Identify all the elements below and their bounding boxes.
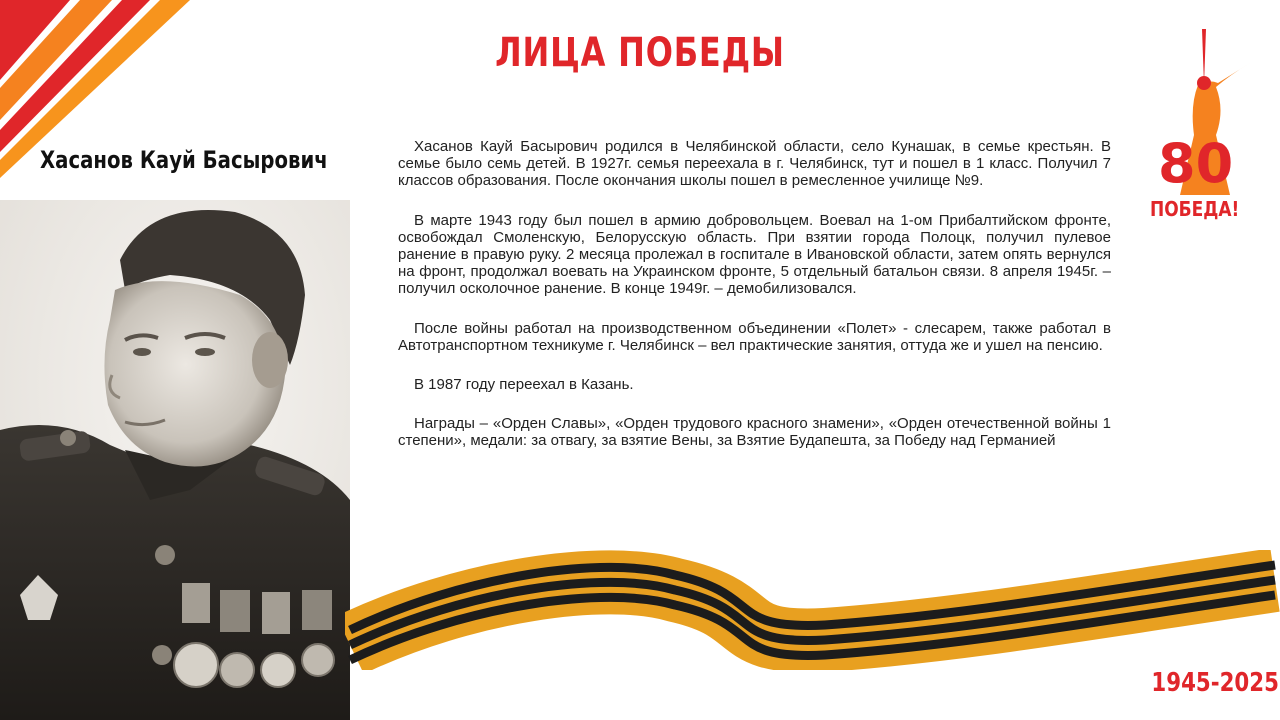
st-george-ribbon-decoration — [345, 550, 1280, 670]
years-label: 1945-2025 — [1151, 668, 1279, 698]
bio-paragraph: Хасанов Кауй Басырович родился в Челябинской области, село Кунашак, в семье крестьян. В семье было семь детей. В 1927г. семья переехала в г. Челябинск, тут и пошел в 1 класс. Получил 7 классов образования. После окончания школы пошел в ремесленное училище №9. — [398, 138, 1111, 190]
bio-paragraph: В марте 1943 году был пошел в армию добровольцем. Воевал на 1-ом Прибалтийском фронте, освобождал Смоленскую, Белорусскую область. При взятии города Полоцк, получил пулевое ранение в правую руку. 2 месяца пролежал в госпитале в Ивановской области, затем опять вернулся на фронт, продолжал воевать на Украинском фронте, 5 отдельный батальон связи. 8 апреля 1945г. – получил осколочное ранение. В конце 1949г. – демобилизовался. — [398, 211, 1111, 298]
emblem-label: ПОБЕДА! — [1150, 197, 1240, 221]
bio-paragraph: После войны работал на производственном объединении «Полет» - слесарем, также работал в Автотранспортном техникуме г. Челябинск – вел практические занятия, оттуда же и ушел на пенсию. — [398, 319, 1111, 354]
page-title: ЛИЦА ПОБЕДЫ — [495, 30, 785, 76]
bio-paragraph: В 1987 году переехал в Казань. — [414, 376, 634, 394]
person-name: Хасанов Кауй Басырович — [40, 146, 328, 174]
motherland-statue-icon — [1150, 25, 1260, 225]
victory-80-emblem — [1150, 25, 1260, 225]
emblem-number: 80 — [1158, 132, 1234, 195]
biography-text — [398, 138, 1111, 472]
portrait-photo — [0, 200, 350, 720]
bio-paragraph: Награды – «Орден Славы», «Орден трудового красного знамени», «Орден отечественной войны 1 степени», медали: за отвагу, за взятие Вены, за Взятие Будапешта, за Победу над Германией — [398, 415, 1111, 450]
